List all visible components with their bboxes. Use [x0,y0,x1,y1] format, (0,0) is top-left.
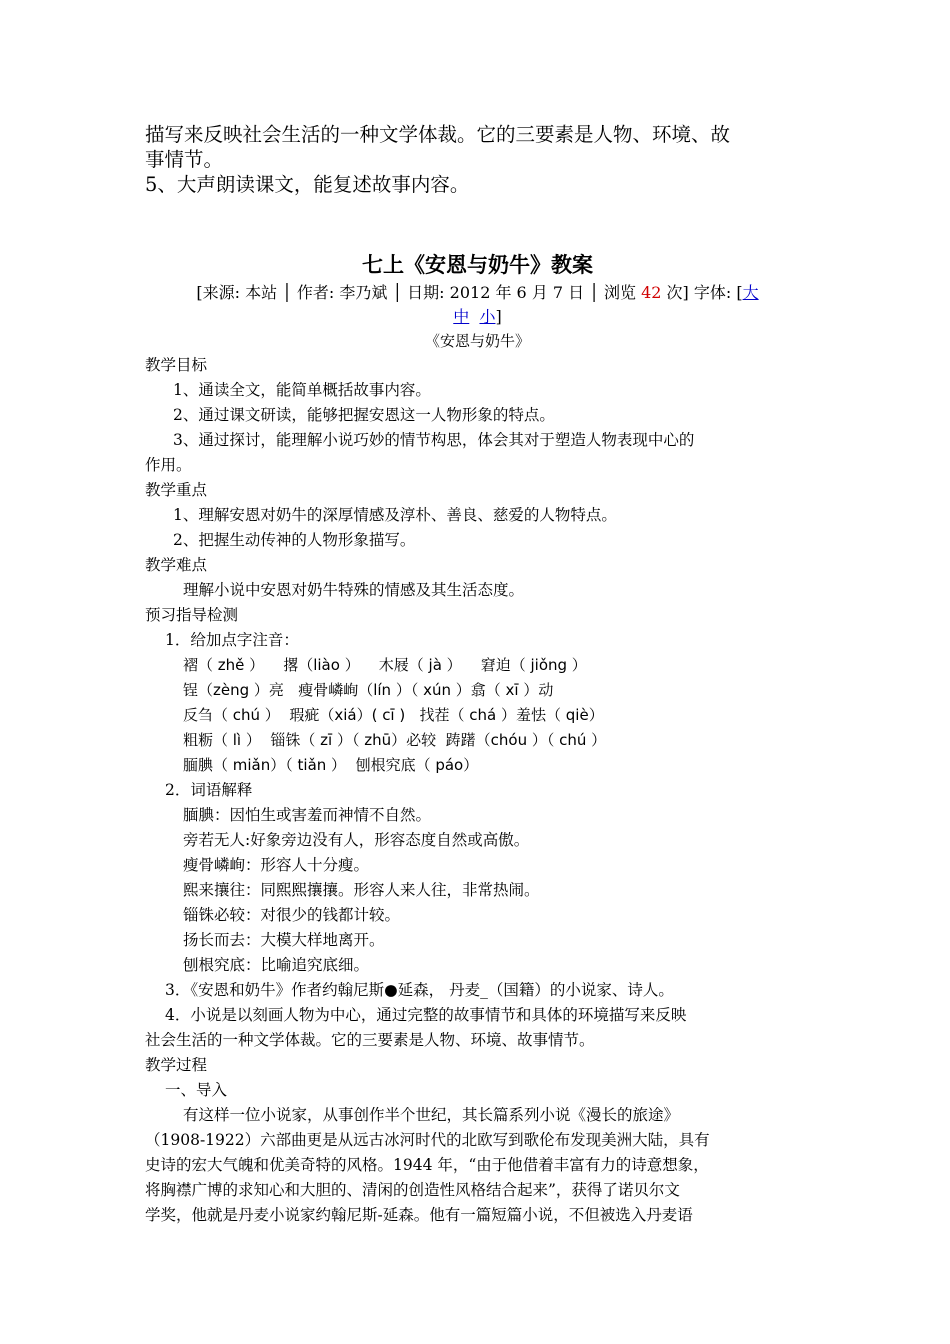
paragraph: 描写来反映社会生活的一种文学体裁。它的三要素是人物、环境、故 [145,123,731,146]
term-definition: 旁若无人:好象旁边没有人，形容态度自然或高傲。 [183,831,530,849]
font-size-small-link[interactable]: 小 [479,307,496,326]
view-count: 42 [641,283,662,302]
key-item: 2、把握生动传神的人物形象描写。 [173,531,416,549]
section-heading-key-points: 教学重点 [145,481,208,499]
subheading-intro: 一、导入 [165,1081,228,1099]
pinyin-line: 反刍（ chú ） 瑕疵（xiá）( cī ) 找茬（ chá ）羞怯（ qiè） [183,706,604,724]
pinyin-line: 褶（ zhě ） 撂（liào ） 木屐（ jà ） 窘迫（ jiǒng ） [183,656,587,674]
paragraph-line: 学奖，他就是丹麦小说家约翰尼斯-延森。他有一篇短篇小说，不但被选入丹麦语 [145,1206,693,1224]
meta-info: [来源: 本站 │ 作者: 李乃斌 │ 日期: 2012 年 6 月 7 日 │ 浏览 [196,283,636,302]
term-definition: 刨根究底：比喻追究底细。 [183,956,370,974]
term-definition: 锱铢必较：对很少的钱都计较。 [183,906,401,924]
font-size-medium-link[interactable]: 中 [453,307,470,326]
document-page [145,122,810,1228]
section-heading-process: 教学过程 [145,1056,208,1074]
paragraph: 5、大声朗读课文，能复述故事内容。 [145,173,470,196]
previous-section-tail [145,122,810,197]
section-heading-goals: 教学目标 [145,356,208,374]
article-meta [145,281,810,329]
term-definition: 腼腆：因怕生或害羞而神情不自然。 [183,806,432,824]
article-body [145,353,810,1228]
paragraph-line: 将胸襟广博的求知心和大胆的、清闲的创造性风格结合起来”，获得了诺贝尔文 [145,1181,680,1199]
key-item: 1、理解安恩对奶牛的深厚情感及淳朴、善良、慈爱的人物特点。 [173,506,617,524]
section-heading-difficulty: 教学难点 [145,556,208,574]
goal-item: 2、通过课文研读，能够把握安恩这一人物形象的特点。 [173,406,555,424]
meta-close: ] [495,307,502,326]
pinyin-line: 粗粝（ lì ） 锱铢（ zī ）（ zhū）必较 踌躇（chóu ）（ chú ） [183,731,607,749]
goal-item: 1、通读全文，能简单概括故事内容。 [173,381,431,399]
article-title: 七上《安恩与奶牛》教案 [362,253,593,277]
pinyin-line: 腼腆（ miǎn）（ tiǎn ） 刨根究底（ páo） [183,756,479,774]
question-4: 4．小说是以刻画人物为中心，通过完整的故事情节和具体的环境描写来反映 [165,1006,687,1024]
paragraph-line: 有这样一位小说家，从事创作半个世纪，其长篇系列小说《漫长的旅途》 [183,1106,680,1124]
question-4-continued: 社会生活的一种文学体裁。它的三要素是人物、环境、故事情节。 [145,1031,595,1049]
term-definition: 扬长而去：大模大样地离开。 [183,931,385,949]
article-subtitle: 《安恩与奶牛》 [424,332,530,350]
goal-item: 3、通过探讨，能理解小说巧妙的情节构思，体会其对于塑造人物表现中心的 [173,431,695,449]
question-3: 3．《安恩和奶牛》作者约翰尼斯●延森， 丹麦_（国籍）的小说家、诗人。 [165,981,674,999]
font-size-large-link[interactable]: 大 [742,283,759,302]
question-2: 2．词语解释 [165,781,253,799]
paragraph: 事情节。 [145,148,224,171]
term-definition: 熙来攘往：同熙熙攘攘。形容人来人往，非常热闹。 [183,881,540,899]
question-1: 1．给加点字注音： [165,631,299,649]
paragraph-line: （1908-1922）六部曲更是从远古冰河时代的北欧写到歌伦布发现美洲大陆，具有 [145,1131,710,1149]
paragraph-line: 史诗的宏大气魄和优美奇特的风格。1944 年，“由于他借着丰富有力的诗意想象， [145,1156,709,1174]
section-heading-preview: 预习指导检测 [145,606,239,624]
pinyin-line: 锃（zèng ）亮 瘦骨嶙峋（lín ）（ xún ）翕（ xī ）动 [183,681,554,699]
goal-item-continued: 作用。 [145,456,192,474]
term-definition: 瘦骨嶙峋：形容人十分瘦。 [183,856,370,874]
difficulty-text: 理解小说中安恩对奶牛特殊的情感及其生活态度。 [183,581,525,599]
meta-font-label: 次] 字体: [ [666,283,743,302]
